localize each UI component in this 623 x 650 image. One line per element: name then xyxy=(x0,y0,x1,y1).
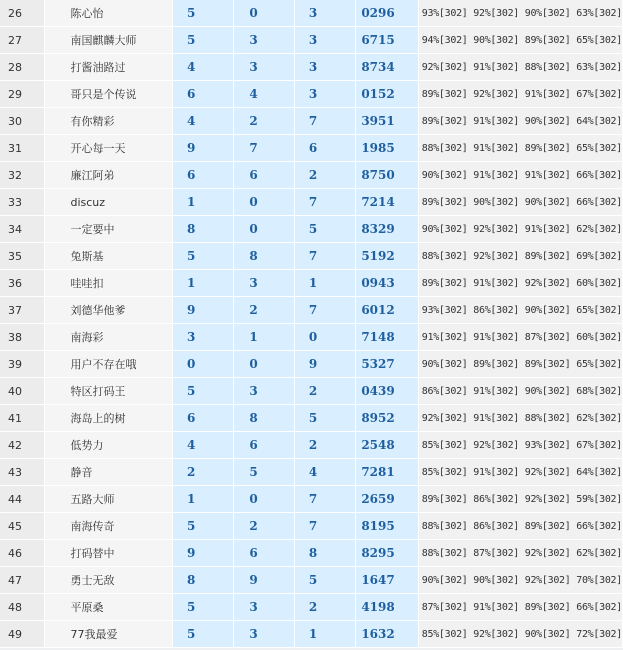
accuracy-stats: 85%[302] 92%[302] 90%[302] 72%[302] xyxy=(419,621,623,648)
digit-2: 1 xyxy=(234,324,295,351)
row-number: 42 xyxy=(0,432,45,459)
digit-2: 0 xyxy=(234,351,295,378)
table-row xyxy=(0,135,623,162)
code-value: 8295 xyxy=(356,540,418,567)
code-value: 5327 xyxy=(356,351,418,378)
table-row xyxy=(0,216,623,243)
digit-1: 4 xyxy=(173,54,234,81)
table-row xyxy=(0,108,623,135)
digit-1: 9 xyxy=(173,135,234,162)
digit-2: 0 xyxy=(234,486,295,513)
table-row xyxy=(0,189,623,216)
table-row xyxy=(0,513,623,540)
accuracy-stats: 89%[302] 91%[302] 90%[302] 64%[302] xyxy=(419,108,623,135)
accuracy-stats: 88%[302] 91%[302] 89%[302] 65%[302] xyxy=(419,135,623,162)
accuracy-stats: 89%[302] 92%[302] 91%[302] 67%[302] xyxy=(419,81,623,108)
table-row xyxy=(0,459,623,486)
digit-1: 9 xyxy=(173,297,234,324)
row-number: 35 xyxy=(0,243,45,270)
code-value: 6715 xyxy=(356,27,418,54)
digit-3: 0 xyxy=(295,324,356,351)
digit-1: 1 xyxy=(173,486,234,513)
user-name: 开心每一天 xyxy=(45,135,172,162)
code-value: 8750 xyxy=(356,162,418,189)
digit-3: 1 xyxy=(295,621,356,648)
code-value: 7214 xyxy=(356,189,418,216)
accuracy-stats: 90%[302] 90%[302] 92%[302] 70%[302] xyxy=(419,567,623,594)
row-number: 34 xyxy=(0,216,45,243)
code-value: 8734 xyxy=(356,54,418,81)
user-name: 海岛上的树 xyxy=(45,405,172,432)
digit-3: 8 xyxy=(295,540,356,567)
digit-1: 5 xyxy=(173,243,234,270)
row-number: 30 xyxy=(0,108,45,135)
digit-2: 2 xyxy=(234,513,295,540)
row-number: 28 xyxy=(0,54,45,81)
table-row xyxy=(0,405,623,432)
accuracy-stats: 92%[302] 91%[302] 88%[302] 63%[302] xyxy=(419,54,623,81)
digit-3: 3 xyxy=(295,81,356,108)
digit-3: 7 xyxy=(295,189,356,216)
digit-2: 7 xyxy=(234,135,295,162)
digit-2: 3 xyxy=(234,621,295,648)
digit-3: 7 xyxy=(295,243,356,270)
digit-1: 5 xyxy=(173,27,234,54)
table-row xyxy=(0,54,623,81)
code-value: 7148 xyxy=(356,324,418,351)
digit-2: 8 xyxy=(234,405,295,432)
digit-3: 2 xyxy=(295,432,356,459)
digit-2: 9 xyxy=(234,567,295,594)
row-number: 44 xyxy=(0,486,45,513)
table-row xyxy=(0,351,623,378)
code-value: 1647 xyxy=(356,567,418,594)
accuracy-stats: 85%[302] 92%[302] 93%[302] 67%[302] xyxy=(419,432,623,459)
user-name: 平原桑 xyxy=(45,594,172,621)
row-number: 38 xyxy=(0,324,45,351)
digit-1: 9 xyxy=(173,540,234,567)
digit-3: 7 xyxy=(295,486,356,513)
user-name: 特区打码王 xyxy=(45,378,172,405)
table-row xyxy=(0,567,623,594)
digit-3: 7 xyxy=(295,513,356,540)
table-row xyxy=(0,594,623,621)
table-row xyxy=(0,324,623,351)
code-value: 8329 xyxy=(356,216,418,243)
code-value: 0943 xyxy=(356,270,418,297)
row-number: 36 xyxy=(0,270,45,297)
digit-1: 5 xyxy=(173,513,234,540)
digit-3: 2 xyxy=(295,378,356,405)
accuracy-stats: 88%[302] 86%[302] 89%[302] 66%[302] xyxy=(419,513,623,540)
table-row xyxy=(0,270,623,297)
user-name: 打码替中 xyxy=(45,540,172,567)
code-value: 1985 xyxy=(356,135,418,162)
row-number: 37 xyxy=(0,297,45,324)
accuracy-stats: 85%[302] 91%[302] 92%[302] 64%[302] xyxy=(419,459,623,486)
table-row xyxy=(0,432,623,459)
digit-3: 3 xyxy=(295,0,356,27)
row-number: 27 xyxy=(0,27,45,54)
digit-1: 6 xyxy=(173,81,234,108)
digit-2: 3 xyxy=(234,270,295,297)
digit-2: 2 xyxy=(234,108,295,135)
accuracy-stats: 90%[302] 89%[302] 89%[302] 65%[302] xyxy=(419,351,623,378)
digit-1: 4 xyxy=(173,108,234,135)
code-value: 8952 xyxy=(356,405,418,432)
digit-1: 5 xyxy=(173,594,234,621)
digit-1: 6 xyxy=(173,405,234,432)
accuracy-stats: 87%[302] 91%[302] 89%[302] 66%[302] xyxy=(419,594,623,621)
row-number: 39 xyxy=(0,351,45,378)
user-name: 勇士无敌 xyxy=(45,567,172,594)
user-name: 一定要中 xyxy=(45,216,172,243)
accuracy-stats: 88%[302] 92%[302] 89%[302] 69%[302] xyxy=(419,243,623,270)
digit-2: 6 xyxy=(234,162,295,189)
digit-1: 4 xyxy=(173,432,234,459)
table-row xyxy=(0,540,623,567)
accuracy-stats: 93%[302] 86%[302] 90%[302] 65%[302] xyxy=(419,297,623,324)
digit-2: 3 xyxy=(234,54,295,81)
accuracy-stats: 90%[302] 92%[302] 91%[302] 62%[302] xyxy=(419,216,623,243)
user-name: 刘德华他爹 xyxy=(45,297,172,324)
table-row xyxy=(0,27,623,54)
row-number: 41 xyxy=(0,405,45,432)
digit-3: 5 xyxy=(295,216,356,243)
user-name: 南国麒麟大师 xyxy=(45,27,172,54)
user-name: 用户不存在哦 xyxy=(45,351,172,378)
digit-1: 5 xyxy=(173,621,234,648)
accuracy-stats: 93%[302] 92%[302] 90%[302] 63%[302] xyxy=(419,0,623,27)
digit-3: 5 xyxy=(295,567,356,594)
row-number: 29 xyxy=(0,81,45,108)
table-row xyxy=(0,297,623,324)
digit-2: 3 xyxy=(234,378,295,405)
code-value: 0152 xyxy=(356,81,418,108)
digit-1: 8 xyxy=(173,567,234,594)
digit-1: 2 xyxy=(173,459,234,486)
digit-3: 7 xyxy=(295,108,356,135)
code-value: 4198 xyxy=(356,594,418,621)
user-name: 哇哇扣 xyxy=(45,270,172,297)
accuracy-stats: 90%[302] 91%[302] 91%[302] 66%[302] xyxy=(419,162,623,189)
row-number: 48 xyxy=(0,594,45,621)
table-row xyxy=(0,243,623,270)
user-name: 廉江阿弟 xyxy=(45,162,172,189)
user-name: 南海彩 xyxy=(45,324,172,351)
accuracy-stats: 89%[302] 86%[302] 92%[302] 59%[302] xyxy=(419,486,623,513)
digit-2: 3 xyxy=(234,594,295,621)
accuracy-stats: 92%[302] 91%[302] 88%[302] 62%[302] xyxy=(419,405,623,432)
row-number: 26 xyxy=(0,0,45,27)
user-name: 低势力 xyxy=(45,432,172,459)
row-number: 33 xyxy=(0,189,45,216)
table-row xyxy=(0,81,623,108)
accuracy-stats: 89%[302] 90%[302] 90%[302] 66%[302] xyxy=(419,189,623,216)
row-number: 31 xyxy=(0,135,45,162)
accuracy-stats: 88%[302] 87%[302] 92%[302] 62%[302] xyxy=(419,540,623,567)
row-number: 32 xyxy=(0,162,45,189)
code-value: 1632 xyxy=(356,621,418,648)
table-row xyxy=(0,621,623,648)
accuracy-stats: 89%[302] 91%[302] 92%[302] 60%[302] xyxy=(419,270,623,297)
code-value: 6012 xyxy=(356,297,418,324)
user-name: 陈心怡 xyxy=(45,0,172,27)
accuracy-stats: 91%[302] 91%[302] 87%[302] 60%[302] xyxy=(419,324,623,351)
digit-3: 6 xyxy=(295,135,356,162)
user-name: 南海传奇 xyxy=(45,513,172,540)
user-name: 静音 xyxy=(45,459,172,486)
code-value: 0439 xyxy=(356,378,418,405)
digit-3: 3 xyxy=(295,54,356,81)
user-name: 兔斯基 xyxy=(45,243,172,270)
table-row xyxy=(0,162,623,189)
user-name: 五路大师 xyxy=(45,486,172,513)
digit-2: 0 xyxy=(234,0,295,27)
user-name: discuz xyxy=(45,189,172,216)
digit-1: 1 xyxy=(173,189,234,216)
row-number: 43 xyxy=(0,459,45,486)
digit-1: 5 xyxy=(173,0,234,27)
code-value: 3951 xyxy=(356,108,418,135)
row-number: 40 xyxy=(0,378,45,405)
row-number: 45 xyxy=(0,513,45,540)
code-value: 8195 xyxy=(356,513,418,540)
digit-2: 4 xyxy=(234,81,295,108)
digit-1: 5 xyxy=(173,378,234,405)
user-name: 打酱油路过 xyxy=(45,54,172,81)
digit-3: 7 xyxy=(295,297,356,324)
code-value: 2659 xyxy=(356,486,418,513)
code-value: 5192 xyxy=(356,243,418,270)
table-row xyxy=(0,0,623,27)
digit-3: 9 xyxy=(295,351,356,378)
row-number: 46 xyxy=(0,540,45,567)
row-number: 49 xyxy=(0,621,45,648)
digit-2: 0 xyxy=(234,216,295,243)
table-row xyxy=(0,378,623,405)
digit-2: 5 xyxy=(234,459,295,486)
digit-2: 3 xyxy=(234,27,295,54)
digit-2: 6 xyxy=(234,432,295,459)
row-number: 47 xyxy=(0,567,45,594)
code-value: 7281 xyxy=(356,459,418,486)
user-name: 有你精彩 xyxy=(45,108,172,135)
table-row xyxy=(0,486,623,513)
user-name: 哥只是个传说 xyxy=(45,81,172,108)
digit-3: 2 xyxy=(295,162,356,189)
accuracy-stats: 86%[302] 91%[302] 90%[302] 68%[302] xyxy=(419,378,623,405)
digit-1: 1 xyxy=(173,270,234,297)
code-value: 0296 xyxy=(356,0,418,27)
digit-1: 6 xyxy=(173,162,234,189)
code-value: 2548 xyxy=(356,432,418,459)
digit-2: 8 xyxy=(234,243,295,270)
digit-2: 2 xyxy=(234,297,295,324)
accuracy-stats: 94%[302] 90%[302] 89%[302] 65%[302] xyxy=(419,27,623,54)
digit-3: 1 xyxy=(295,270,356,297)
user-name: 77我最爱 xyxy=(45,621,172,648)
digit-1: 0 xyxy=(173,351,234,378)
digit-2: 6 xyxy=(234,540,295,567)
digit-1: 3 xyxy=(173,324,234,351)
digit-3: 2 xyxy=(295,594,356,621)
digit-2: 0 xyxy=(234,189,295,216)
digit-3: 5 xyxy=(295,405,356,432)
digit-1: 8 xyxy=(173,216,234,243)
digit-3: 3 xyxy=(295,27,356,54)
digit-3: 4 xyxy=(295,459,356,486)
